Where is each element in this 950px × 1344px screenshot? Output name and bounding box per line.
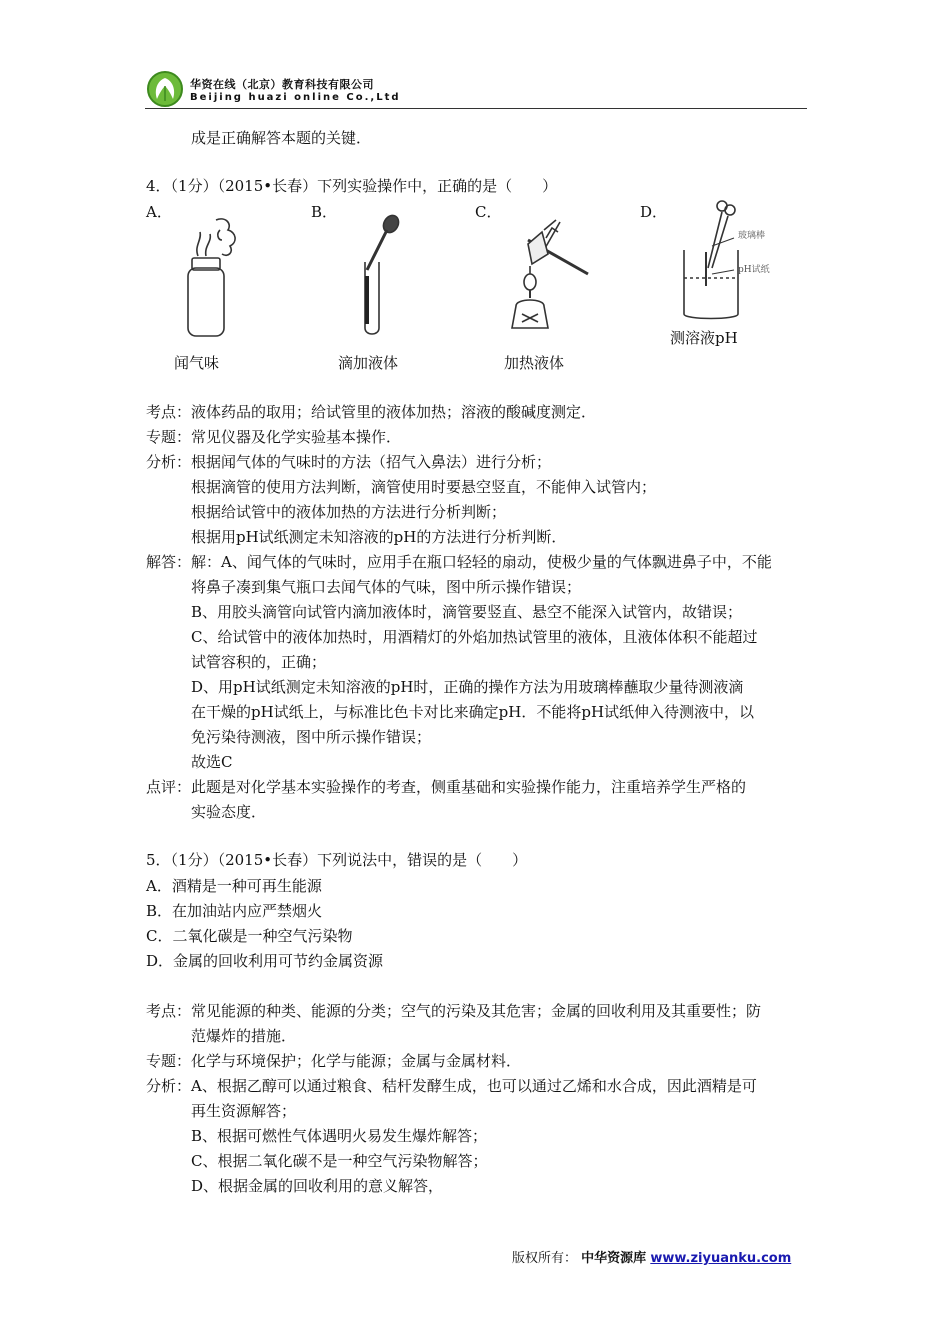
kaodian-line: 考点：常见能源的种类、能源的分类；空气的污染及其危害；金属的回收利用及其重要性；防: [146, 1002, 762, 1020]
company-name-cn: 华资在线（北京）教育科技有限公司: [190, 78, 374, 91]
option-c-letter: C．: [475, 203, 502, 221]
jieda-line: D、用pH试纸测定未知溶液的pH时，正确的操作方法为用玻璃棒蘸取少量待测液滴: [191, 678, 744, 696]
caption-a: 闻气味: [174, 354, 220, 372]
fenxi-line: 根据滴管的使用方法判断，滴管使用时要悬空竖直，不能伸入试管内；: [191, 478, 657, 496]
fenxi-line: 根据给试管中的液体加热的方法进行分析判断；: [191, 503, 507, 521]
caption-c: 加热液体: [504, 354, 565, 372]
fenxi-line: 根据用pH试纸测定未知溶液的pH的方法进行分析判断．: [191, 528, 567, 546]
fenxi-line: 分析：A、根据乙醇可以通过粮食、秸杆发酵生成，也可以通过乙烯和水合成，因此酒精是可: [146, 1077, 757, 1095]
footer-brand: 中华资源库: [581, 1251, 647, 1266]
dianping-line: 实验态度．: [191, 803, 267, 821]
option-b-letter: B．: [311, 203, 338, 221]
fenxi-line: D、根据金属的回收利用的意义解答，: [191, 1177, 444, 1195]
jieda-line: B、用胶头滴管向试管内滴加液体时，滴管要竖直、悬空不能深入试管内，故错误；: [191, 603, 743, 621]
fenxi-line: C、根据二氧化碳不是一种空气污染物解答；: [191, 1152, 488, 1170]
header-divider: [145, 108, 807, 109]
caption-b: 滴加液体: [338, 354, 399, 372]
question-stem: 4．（1分）（2015•长春）下列实验操作中，正确的是（ ）: [146, 177, 558, 195]
jieda-line: 在干燥的pH试纸上，与标准比色卡对比来确定pH．不能将pH试纸伸入待测液中，以: [191, 703, 755, 721]
label-glass-rod: 玻璃棒: [738, 231, 766, 241]
dianping-line: 点评：此题是对化学基本实验操作的考查，侧重基础和实验操作能力，注重培养学生严格的: [146, 778, 747, 796]
jieda-line: 免污染待测液，图中所示操作错误；: [191, 728, 432, 746]
jieda-line: C、给试管中的液体加热时，用酒精灯的外焰加热试管里的液体，且液体体积不能超过: [191, 628, 758, 646]
jieda-line: 解答：解：A、闻气体的气味时，应用手在瓶口轻轻的扇动，使极少量的气体飘进鼻子中，不能: [146, 553, 772, 571]
fenxi-line: 分析：根据闻气体的气味时的方法（招气入鼻法）进行分析；: [146, 453, 552, 471]
kaodian: 考点：液体药品的取用；给试管里的液体加热；溶液的酸碱度测定．: [146, 403, 597, 421]
jieda-line: 故选C: [191, 753, 233, 771]
smell-gas-illustration: [176, 212, 248, 340]
company-logo: [146, 70, 184, 108]
zhuanti: 专题：常见仪器及化学实验基本操作．: [146, 428, 402, 446]
option-item: C．二氧化碳是一种空气污染物: [146, 927, 353, 945]
question-stem: 5．（1分）（2015•长春）下列说法中，错误的是（ ）: [146, 851, 528, 869]
jieda-line: 将鼻子凑到集气瓶口去闻气体的气味，图中所示操作错误；: [191, 578, 582, 596]
footer-link[interactable]: www.ziyuanku.com: [650, 1251, 792, 1266]
option-item: D．金属的回收利用可节约金属资源: [146, 952, 384, 970]
ph-test-illustration: [678, 196, 756, 324]
option-a-letter: A．: [146, 203, 172, 221]
dropper-illustration: [345, 212, 405, 340]
company-name-en: Beijing huazi online Co.,Ltd: [190, 92, 401, 103]
option-item: A．酒精是一种可再生能源: [146, 877, 322, 895]
fenxi-line: B、根据可燃性气体遇明火易发生爆炸解答；: [191, 1127, 488, 1145]
caption-d: 测溶液pH: [670, 329, 738, 347]
label-ph-paper: pH试纸: [738, 265, 770, 275]
zhuanti: 专题：化学与环境保护；化学与能源；金属与金属材料．: [146, 1052, 522, 1070]
option-d-letter: D．: [640, 203, 668, 221]
copyright-label: 版权所有：: [512, 1251, 578, 1266]
intro-line: 成是正确解答本题的关键．: [191, 129, 372, 147]
jieda-line: 试管容积的，正确；: [191, 653, 327, 671]
kaodian-line: 范爆炸的措施．: [191, 1027, 297, 1045]
option-item: B．在加油站内应严禁烟火: [146, 902, 323, 920]
heating-illustration: [508, 210, 604, 338]
footer: [512, 1247, 791, 1266]
fenxi-line: 再生资源解答；: [191, 1102, 297, 1120]
